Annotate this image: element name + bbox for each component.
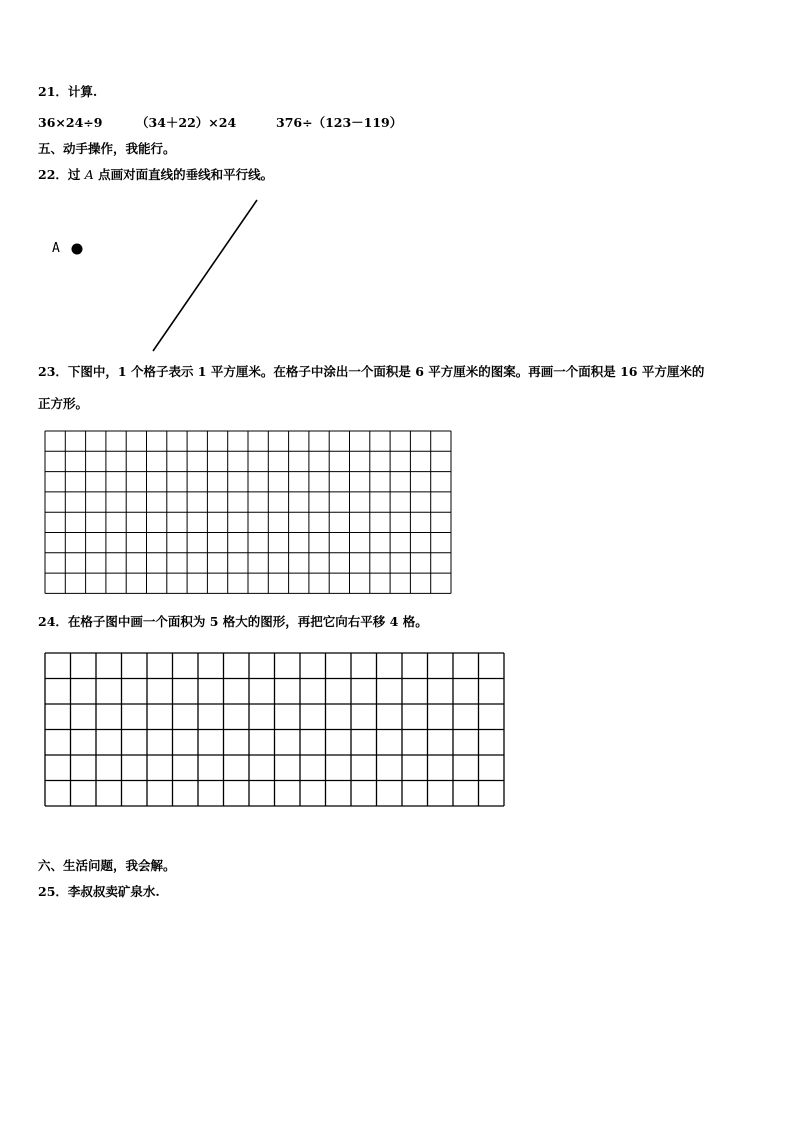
q22-suffix: 点画对面直线的垂线和平行线。 [93,167,274,182]
question-23-line-2: 正方形。 [38,396,89,411]
calc-expression-3: 376÷（123－119） [276,115,403,130]
q22-point-name: A [84,167,94,182]
question-24-title: 24．在格子图中画一个面积为 5 格大的图形，再把它向右平移 4 格。 [38,614,428,629]
question-23-line-1: 23．下图中，1 个格子表示 1 平方厘米。在格子中涂出一个面积是 6 平方厘米的图案。再画一个面积是 16 平方厘米的 [38,364,705,379]
point-a-label: A [52,241,60,256]
section-6-heading: 六、生活问题，我会解。 [38,858,176,873]
question-21-title: 21．计算. [38,84,98,99]
q22-prefix: 22．过 [38,167,85,182]
section-5-heading: 五、动手操作，我能行。 [38,141,176,156]
question-25-title: 25．李叔叔卖矿泉水. [38,884,160,899]
calc-expression-1: 36×24÷9 [38,115,103,130]
calc-expression-2: （34＋22）×24 [136,115,237,130]
